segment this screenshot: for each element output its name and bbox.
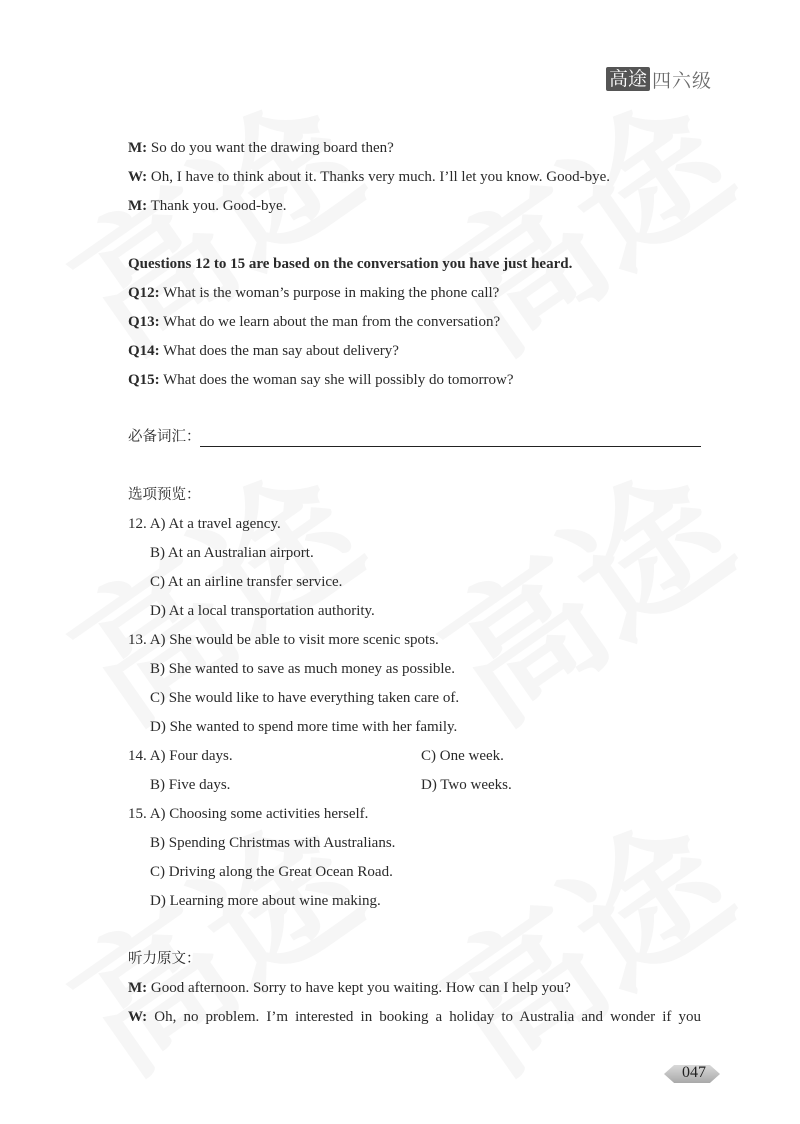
transcript-text: Oh, no problem. I’m interested in booking a holiday to Australia and wonder if you	[147, 1009, 701, 1025]
option-a: A) Choosing some activities herself.	[149, 806, 369, 822]
question-label: Q13:	[128, 314, 160, 330]
option-d: D) At a local transportation authority.	[150, 603, 375, 619]
option-number: 14.	[128, 748, 147, 764]
logo-subtitle: 四六级	[652, 69, 713, 92]
dialog-line	[128, 168, 610, 186]
speaker-label: M:	[128, 980, 148, 996]
question-item	[128, 284, 499, 302]
page-number-badge	[664, 1062, 720, 1086]
vocab-label: 必备词汇：	[128, 429, 201, 445]
header-logo	[606, 66, 712, 92]
transcript-label: 听力原文：	[128, 951, 201, 967]
option-number: 13.	[128, 632, 147, 648]
dialog-text: Thank you. Good-bye.	[147, 198, 287, 214]
option-line	[128, 631, 439, 649]
question-item	[128, 371, 514, 389]
option-d: D) Learning more about wine making.	[150, 893, 381, 909]
option-c: C) At an airline transfer service.	[150, 574, 343, 590]
option-b: B) At an Australian airport.	[150, 545, 314, 561]
option-number: 12.	[128, 516, 147, 532]
dialog-line	[128, 197, 286, 215]
speaker-label: W:	[128, 169, 148, 185]
watermark-logo	[395, 413, 765, 762]
transcript-line	[128, 1008, 701, 1026]
speaker-label: M:	[128, 140, 148, 156]
questions-heading-text: Questions 12 to 15 are based on the conversation you have just heard.	[128, 256, 573, 272]
watermark-logo	[395, 43, 765, 392]
transcript-line	[128, 979, 571, 997]
question-item	[128, 313, 500, 331]
dialog-text: So do you want the drawing board then?	[147, 140, 394, 156]
dialog-line	[128, 139, 394, 157]
option-d: D) Two weeks.	[421, 777, 512, 793]
option-number: 15.	[128, 806, 147, 822]
option-line	[128, 747, 233, 765]
option-line	[128, 515, 281, 533]
option-line	[128, 805, 368, 823]
question-text: What does the man say about delivery?	[159, 343, 399, 359]
question-label: Q15:	[128, 372, 160, 388]
page-number: 047	[682, 1064, 706, 1081]
logo-brand: 高途	[606, 67, 650, 91]
option-a: A) Four days.	[149, 748, 233, 764]
question-label: Q14:	[128, 343, 160, 359]
question-text: What does the woman say she will possibly do tomorrow?	[159, 372, 514, 388]
option-c: C) She would like to have everything taken care of.	[150, 690, 460, 706]
option-a: A) She would be able to visit more scenic spots.	[149, 632, 439, 648]
question-text: What is the woman’s purpose in making the phone call?	[159, 285, 500, 301]
preview-label: 选项预览：	[128, 487, 201, 503]
option-a: A) At a travel agency.	[149, 516, 281, 532]
watermark-logo	[395, 763, 765, 1112]
questions-heading	[128, 255, 572, 273]
option-b: B) Spending Christmas with Australians.	[150, 835, 396, 851]
watermark-logo	[25, 43, 395, 392]
question-text: What do we learn about the man from the conversation?	[159, 314, 501, 330]
speaker-label: M:	[128, 198, 148, 214]
option-c: C) Driving along the Great Ocean Road.	[150, 864, 393, 880]
question-label: Q12:	[128, 285, 160, 301]
vocab-blank-line	[200, 445, 701, 447]
transcript-text: Good afternoon. Sorry to have kept you waiting. How can I help you?	[147, 980, 571, 996]
dialog-text: Oh, I have to think about it. Thanks very much. I’ll let you know. Good-bye.	[147, 169, 611, 185]
option-b: B) Five days.	[150, 777, 231, 793]
option-b: B) She wanted to save as much money as possible.	[150, 661, 455, 677]
question-item	[128, 342, 399, 360]
option-d: D) She wanted to spend more time with her family.	[150, 719, 458, 735]
speaker-label: W:	[128, 1009, 148, 1025]
option-c: C) One week.	[421, 748, 504, 764]
